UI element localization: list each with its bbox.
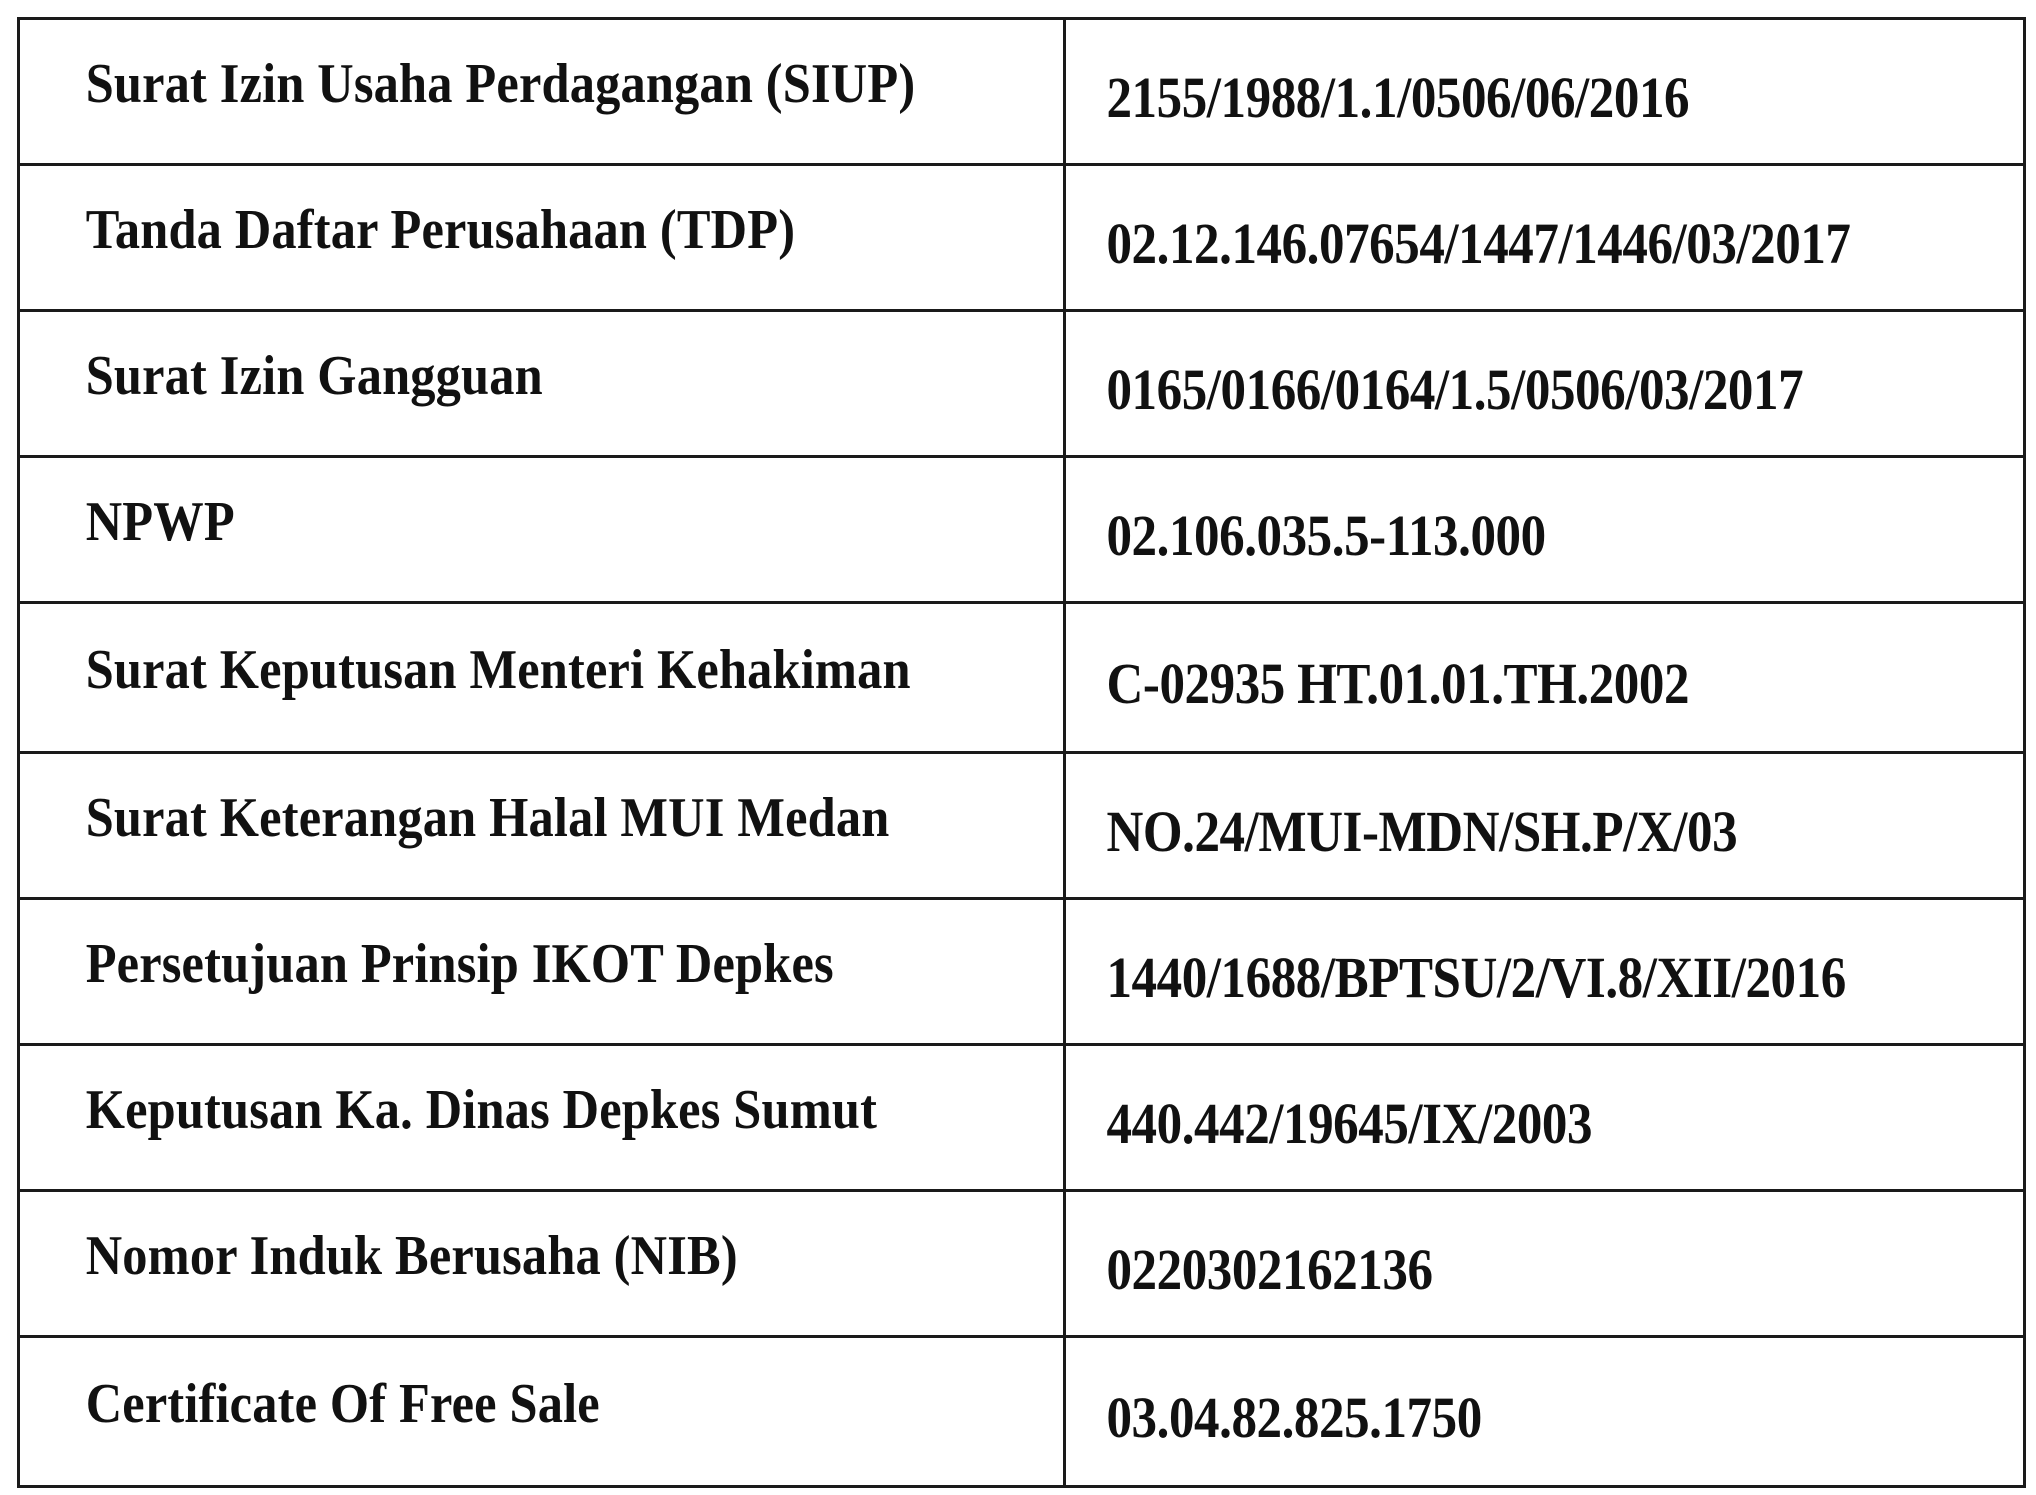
table-row <box>19 457 2025 603</box>
license-name: Nomor Induk Berusaha (NIB) <box>85 1224 738 1287</box>
license-number: 03.04.82.825.1750 <box>1106 1384 1482 1450</box>
license-name-cell <box>19 165 1065 311</box>
license-name-cell <box>19 753 1065 899</box>
license-number: 0165/0166/0164/1.5/0506/03/2017 <box>1106 356 1804 422</box>
license-name: Surat Izin Usaha Perdagangan (SIUP) <box>85 52 916 115</box>
license-table-body <box>19 19 2025 1487</box>
license-number: 02.106.035.5-113.000 <box>1106 502 1546 568</box>
license-number-cell <box>1065 1337 2025 1487</box>
license-number-cell <box>1065 753 2025 899</box>
license-name: NPWP <box>85 490 235 553</box>
license-number-cell <box>1065 165 2025 311</box>
license-name-cell <box>19 899 1065 1045</box>
table-row <box>19 165 2025 311</box>
license-name: Certificate Of Free Sale <box>85 1372 600 1435</box>
table-row <box>19 1191 2025 1337</box>
table-row <box>19 603 2025 753</box>
table-row <box>19 1045 2025 1191</box>
license-number: 0220302162136 <box>1106 1236 1433 1302</box>
license-name: Surat Keputusan Menteri Kehakiman <box>85 638 911 701</box>
license-name: Surat Izin Gangguan <box>85 344 543 407</box>
license-number: C-02935 HT.01.01.TH.2002 <box>1106 650 1690 716</box>
license-name-cell <box>19 1191 1065 1337</box>
license-number: NO.24/MUI-MDN/SH.P/X/03 <box>1106 798 1738 864</box>
license-number-cell <box>1065 899 2025 1045</box>
license-number-cell <box>1065 19 2025 165</box>
license-name-cell <box>19 19 1065 165</box>
table-row <box>19 19 2025 165</box>
license-number-cell <box>1065 1191 2025 1337</box>
license-table <box>17 17 2026 1488</box>
license-number-cell <box>1065 457 2025 603</box>
license-name-cell <box>19 311 1065 457</box>
table-row <box>19 311 2025 457</box>
license-name-cell <box>19 1337 1065 1487</box>
license-number: 1440/1688/BPTSU/2/VI.8/XII/2016 <box>1106 944 1846 1010</box>
table-row <box>19 899 2025 1045</box>
license-number-cell <box>1065 603 2025 753</box>
license-name: Tanda Daftar Perusahaan (TDP) <box>85 198 796 261</box>
license-name-cell <box>19 603 1065 753</box>
license-name: Persetujuan Prinsip IKOT Depkes <box>85 932 834 995</box>
license-number: 2155/1988/1.1/0506/06/2016 <box>1106 64 1690 130</box>
license-number: 440.442/19645/IX/2003 <box>1106 1090 1593 1156</box>
license-name-cell <box>19 1045 1065 1191</box>
license-number: 02.12.146.07654/1447/1446/03/2017 <box>1106 210 1851 276</box>
table-row <box>19 753 2025 899</box>
license-number-cell <box>1065 311 2025 457</box>
license-name: Keputusan Ka. Dinas Depkes Sumut <box>85 1078 878 1141</box>
table-row <box>19 1337 2025 1487</box>
license-name-cell <box>19 457 1065 603</box>
license-name: Surat Keterangan Halal MUI Medan <box>85 786 890 849</box>
license-number-cell <box>1065 1045 2025 1191</box>
